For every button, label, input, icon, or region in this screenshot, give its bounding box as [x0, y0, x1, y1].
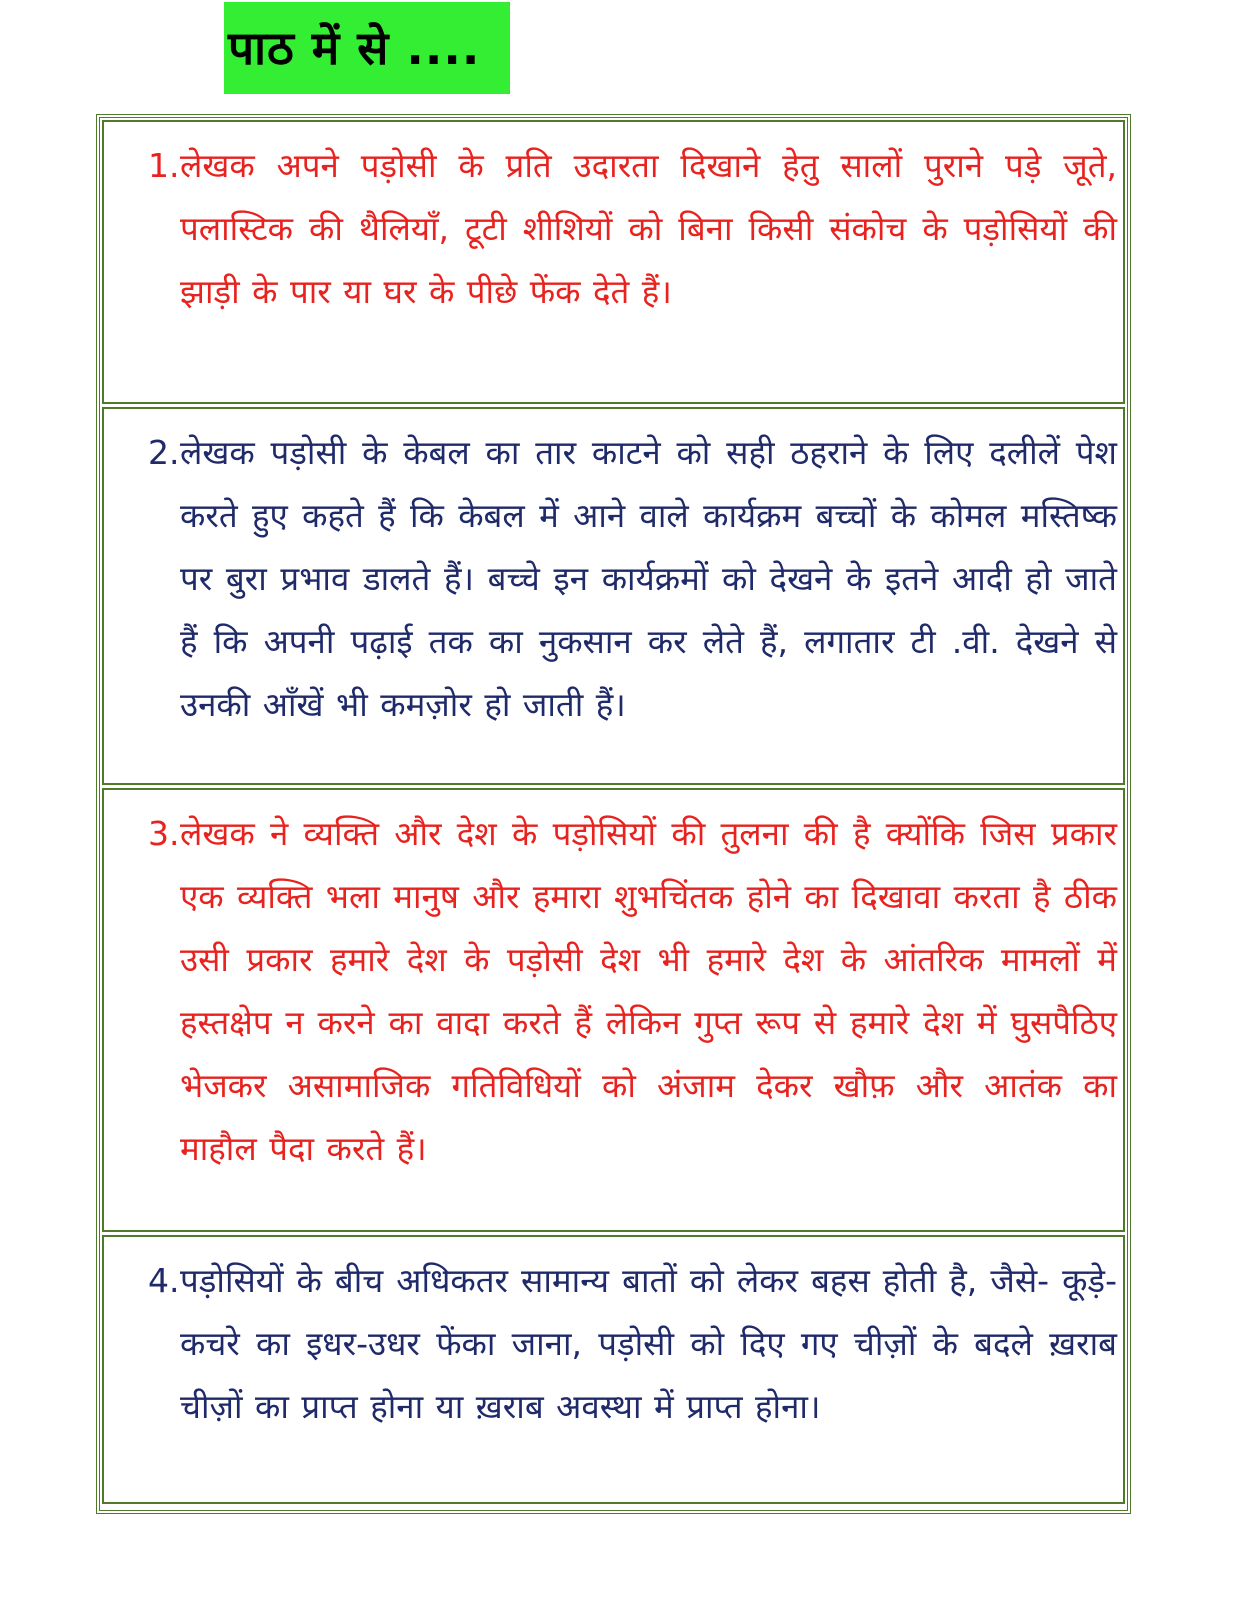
answer-cell-2 — [102, 407, 1125, 785]
page-title: पाठ में से .... — [228, 21, 481, 75]
answer-cell-1 — [102, 120, 1125, 404]
answer-item-4 — [148, 1249, 1117, 1438]
answer-item-3 — [148, 802, 1117, 1180]
answer-number: 2. — [148, 433, 180, 472]
answer-cell-4 — [102, 1235, 1125, 1504]
answer-text: लेखक ने व्यक्ति और देश के पड़ोसियों की तुलना की है क्योंकि जिस प्रकार एक व्यक्ति भला मानुष और हमारा शुभचिंतक होने का दिखावा करता है ठीक उसी प्रकार हमारे देश के पड़ोसी देश भी हमारे देश के आंतरिक मामलों में हस्तक्षेप न करने का वादा करते हैं लेकिन गुप्त रूप से हमारे देश में घुसपैठिए भेजकर असामाजिक गतिविधियों को अंजाम देकर खौफ़ और आतंक का माहौल पैदा करते हैं। — [180, 814, 1117, 1168]
answer-text: पड़ोसियों के बीच अधिकतर सामान्य बातों को लेकर बहस होती है, जैसे- कूड़े-कचरे का इधर-उधर फेंका जाना, पड़ोसी को दिए गए चीज़ों के बदले ख़राब चीज़ों का प्राप्त होना या ख़राब अवस्था में प्राप्त होना। — [180, 1261, 1117, 1426]
answer-text: लेखक पड़ोसी के केबल का तार काटने को सही ठहराने के लिए दलीलें पेश करते हुए कहते हैं कि केबल में आने वाले कार्यक्रम बच्चों के कोमल मस्तिष्क पर बुरा प्रभाव डालते हैं। बच्चे इन कार्यक्रमों को देखने के इतने आदी हो जाते हैं कि अपनी पढ़ाई तक का नुकसान कर लेते हैं, लगातार टी .वी. देखने से उनकी आँखें भी कमज़ोर हो जाती हैं। — [180, 433, 1117, 724]
answer-item-2 — [148, 421, 1117, 736]
answer-cell-3 — [102, 788, 1125, 1232]
answer-text: लेखक अपने पड़ोसी के प्रति उदारता दिखाने हेतु सालों पुराने पड़े जूते, पलास्टिक की थैलियाँ, टूटी शीशियों को बिना किसी संकोच के पड़ोसियों की झाड़ी के पार या घर के पीछे फेंक देते हैं। — [180, 146, 1117, 311]
answer-item-1 — [148, 134, 1117, 323]
answer-number: 1. — [148, 146, 180, 185]
answer-number: 3. — [148, 814, 180, 853]
answers-table — [96, 114, 1131, 1514]
answer-number: 4. — [148, 1261, 180, 1300]
title-highlight — [224, 2, 510, 94]
